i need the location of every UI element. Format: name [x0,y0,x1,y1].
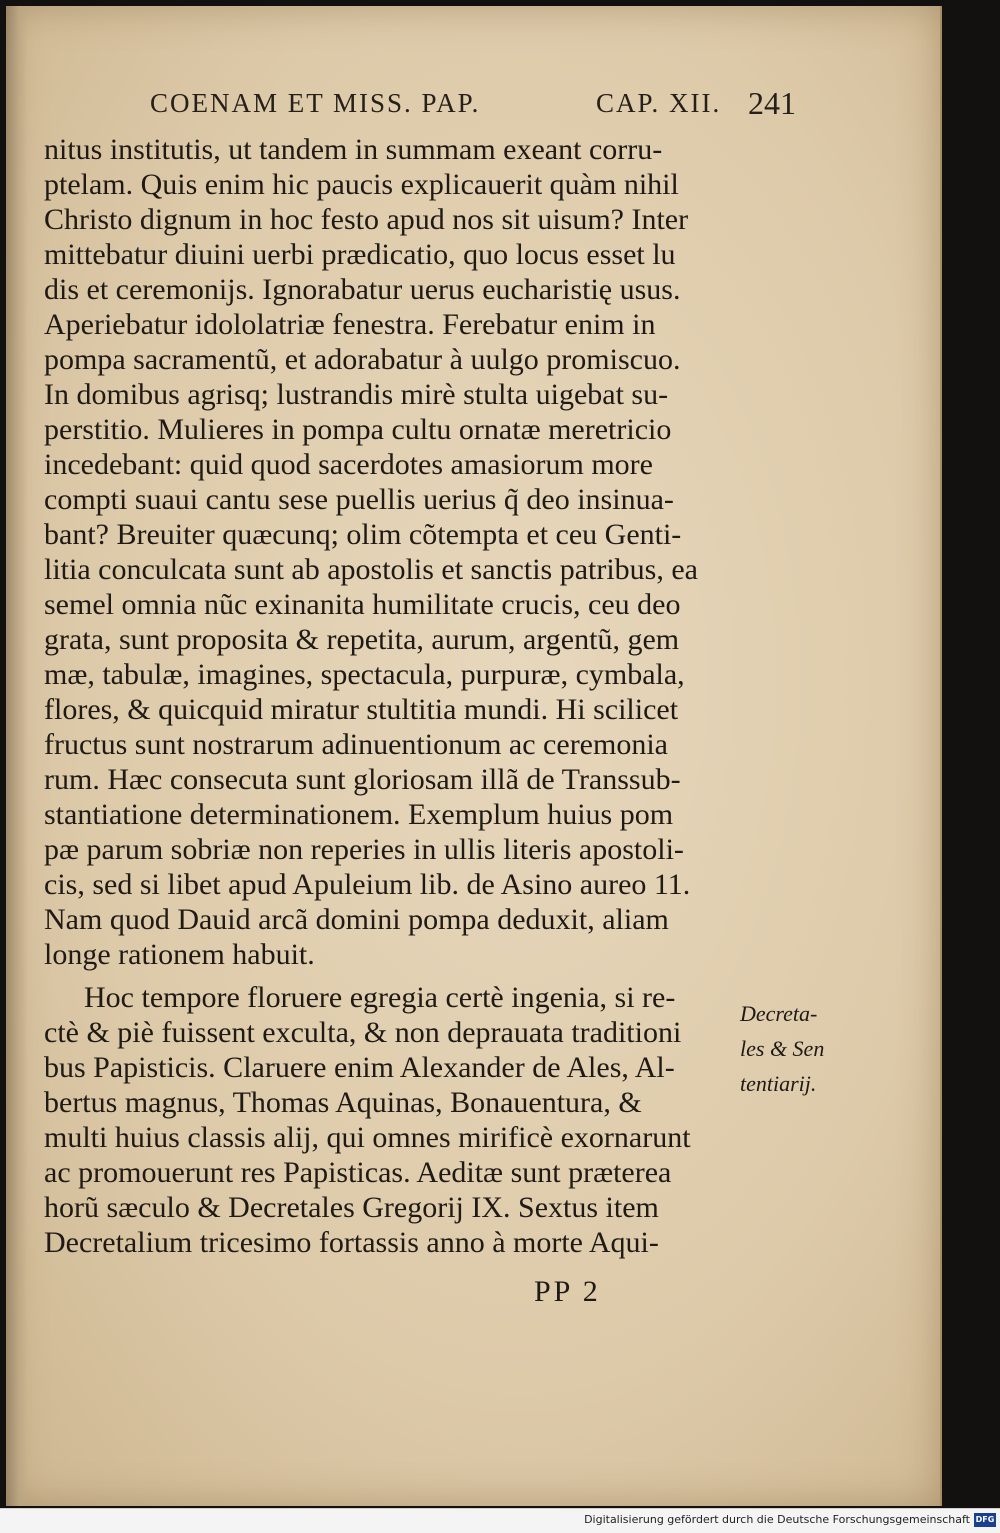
running-head-chapter: CAP. XII. [596,88,722,118]
text-line: Decretalium tricesimo fortassis anno à morte Aqui- [44,1226,659,1259]
text-line: pæ parum sobriæ non reperies in ullis literis apostoli- [44,833,684,866]
text-line: nitus institutis, ut tandem in summam exeant corru- [44,133,663,166]
marginal-note-line: Decreta- [740,1001,818,1026]
text-line: Christo dignum in hoc festo apud nos sit uisum? Inter [44,203,689,236]
text-line: dis et ceremonijs. Ignorabatur uerus eucharistię usus. [44,273,681,306]
text-line: ctè & piè fuissent exculta, & non deprauata traditioni [44,1016,682,1049]
text-line: stantiatione determinationem. Exemplum huius pom [44,798,674,831]
text-line: ptelam. Quis enim hic paucis explicauerit quàm nihil [44,168,679,201]
text-line: bus Papisticis. Claruere enim Alexander de Ales, Al- [44,1051,675,1084]
marginal-note-line: tentiarij. [740,1071,817,1096]
text-line: grata, sunt proposita & repetita, aurum, argentũ, gem [44,623,680,656]
text-line: flores, & quicquid miratur stultitia mundi. Hi scilicet [44,693,679,726]
text-line: Nam quod Dauid arcã domini pompa deduxit, aliam [44,903,669,936]
funding-credit: Digitalisierung gefördert durch die Deutsche Forschungsgemeinschaft [584,1513,970,1526]
text-line: mittebatur diuini uerbi prædicatio, quo locus esset lu [44,238,676,271]
binding-edge [6,6,28,1506]
digitization-footer [0,1508,1000,1533]
paragraph-first-line: Hoc tempore floruere egregia certè ingenia, si re- [84,981,676,1014]
folio-number: 241 [748,85,796,121]
text-line: longe rationem habuit. [44,938,315,971]
marginal-note-line: les & Sen [740,1036,825,1061]
text-line: litia conculcata sunt ab apostolis et sanctis patribus, ea [44,553,698,586]
text-line: multi huius classis alij, qui omnes mirificè exornarunt [44,1121,691,1154]
text-line: cis, sed si libet apud Apuleium lib. de Asino aureo 11. [44,868,691,901]
text-line: ac promouerunt res Papisticas. Aeditæ sunt præterea [44,1156,672,1189]
text-line: bant? Breuiter quæcunq; olim cõtempta et ceu Genti- [44,518,682,551]
main-text-block [44,132,744,1260]
text-line: bertus magnus, Thomas Aquinas, Bonauentura, & [44,1086,642,1119]
marginal-note [740,996,850,1101]
text-line: horũ sæculo & Decretales Gregorij IX. Sextus item [44,1191,659,1224]
text-line: rum. Hæc consecuta sunt gloriosam illã de Transsub- [44,763,681,796]
text-line: Aperiebatur idololatriæ fenestra. Ferebatur enim in [44,308,656,341]
text-line: In domibus agrisq; lustrandis mirè stulta uigebat su- [44,378,669,411]
text-line: incedebant: quid quod sacerdotes amasiorum more [44,448,653,481]
text-line: fructus sunt nostrarum adinuentionum ac ceremonia [44,728,668,761]
text-line: pompa sacramentũ, et adorabatur à uulgo promiscuo. [44,343,681,376]
dfg-logo-icon: DFG [974,1513,996,1527]
text-line: compti suaui cantu sese puellis uerius q̃ deo insinua- [44,483,674,516]
signature-mark: PP 2 [534,1275,601,1308]
running-head [150,85,830,122]
text-line: perstitio. Mulieres in pompa cultu ornatæ meretricio [44,413,672,446]
text-line: mæ, tabulæ, imagines, spectacula, purpuræ, cymbala, [44,658,685,691]
text-line: semel omnia nũc exinanita humilitate crucis, ceu deo [44,588,681,621]
running-head-title: COENAM ET MISS. PAP. [150,88,481,118]
